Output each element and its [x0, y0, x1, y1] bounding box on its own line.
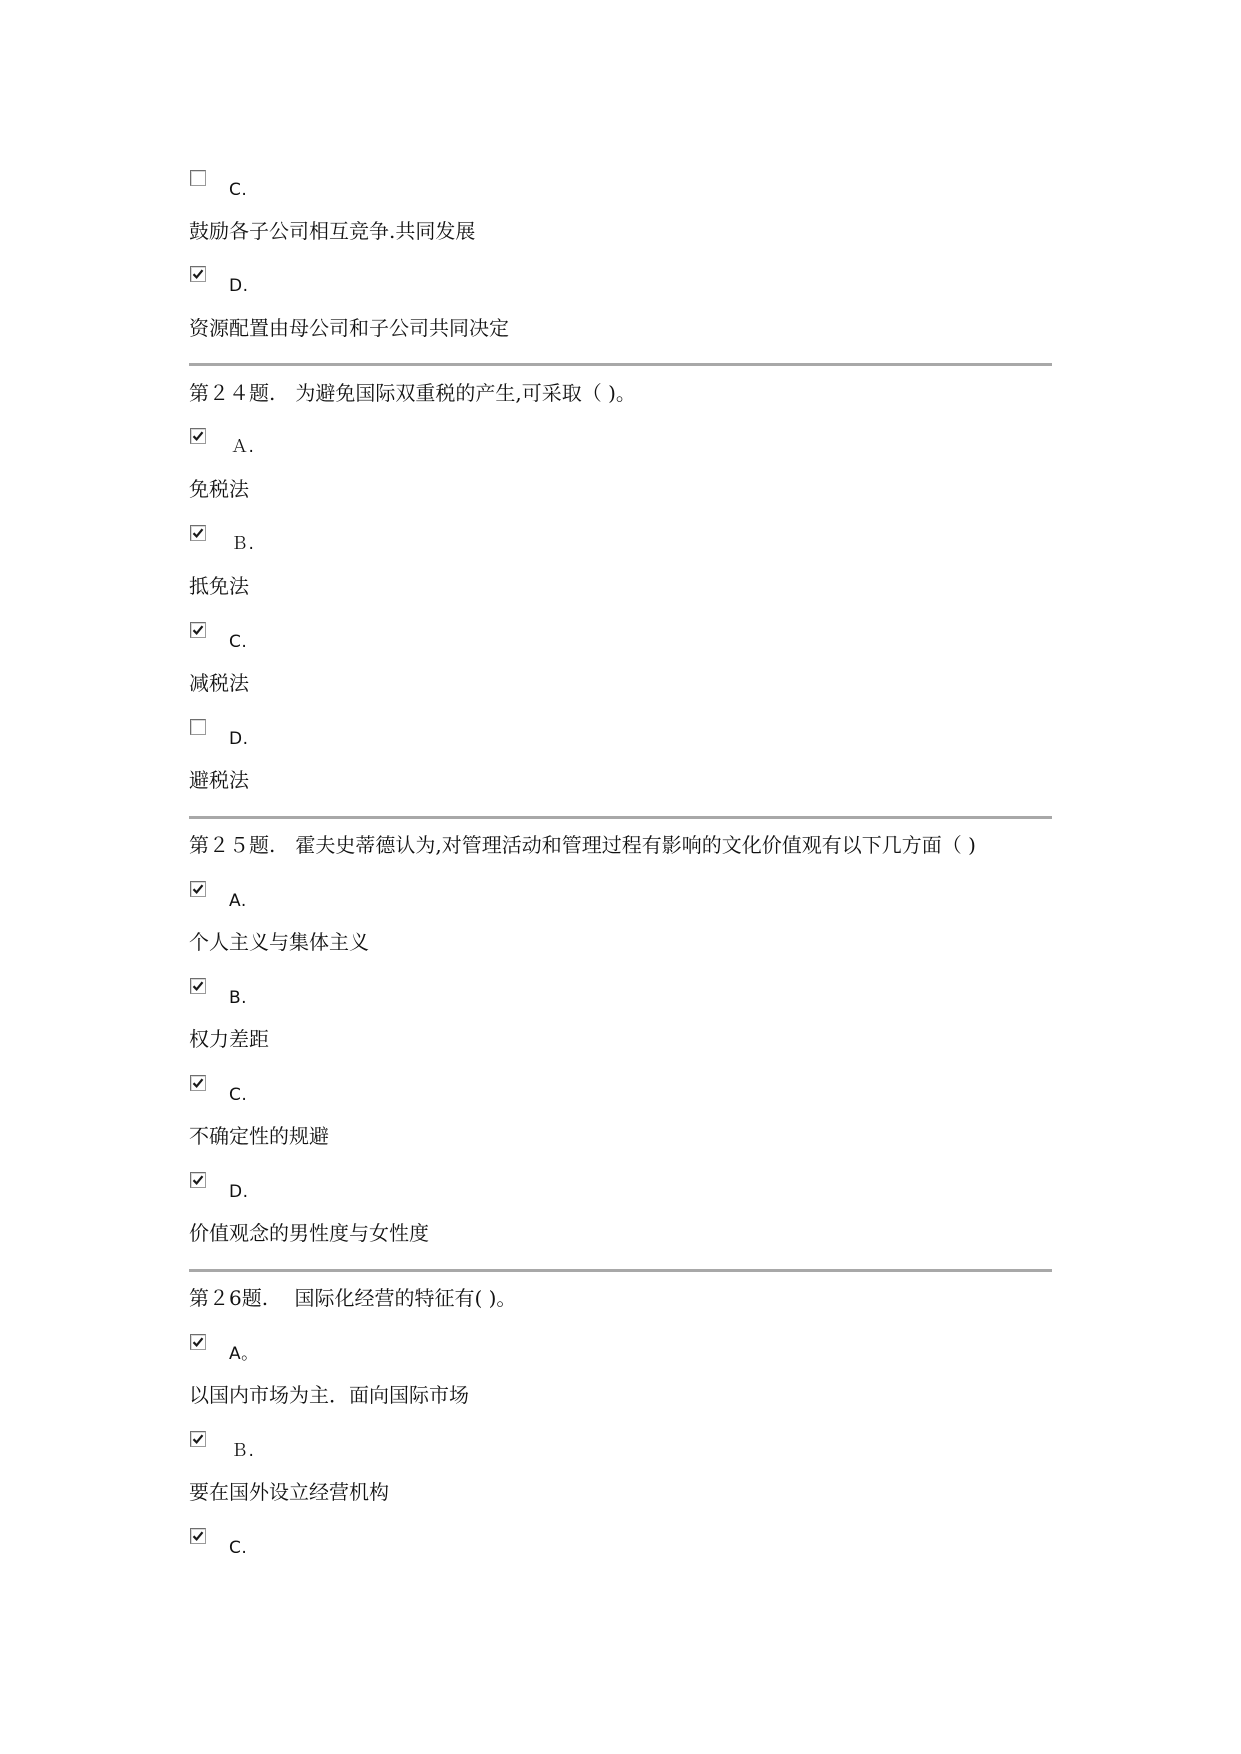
q26-option-b-letter: Ｂ. — [231, 1441, 255, 1461]
q25-option-b-letter: B. — [229, 988, 248, 1008]
q26-option-c-letter: C. — [229, 1538, 248, 1558]
q25-title: 第２５题. 霍夫史蒂德认为,对管理活动和管理过程有影响的文化价值观有以下几方面（ ) — [189, 833, 976, 857]
q26-option-a-text: 以国内市场为主．面向国际市场 — [189, 1383, 469, 1407]
q23-option-c-checkbox[interactable] — [190, 170, 206, 186]
q23-option-c-text: 鼓励各子公司相互竞争.共同发展 — [189, 219, 476, 243]
q23-option-d-checkbox[interactable] — [190, 266, 206, 282]
q24-option-c-text: 减税法 — [189, 671, 249, 695]
question-divider — [189, 363, 1052, 366]
q26-option-c-checkbox[interactable] — [190, 1528, 206, 1544]
q23-option-d-letter: D. — [229, 276, 249, 296]
check-mark-icon — [192, 1077, 204, 1089]
q26-option-b-checkbox[interactable] — [190, 1431, 206, 1447]
q25-option-a-text: 个人主义与集体主义 — [189, 930, 369, 954]
q24-option-b-checkbox[interactable] — [190, 525, 206, 541]
q25-option-b-checkbox[interactable] — [190, 978, 206, 994]
q23-option-c-letter: C. — [229, 180, 248, 200]
q24-option-a-checkbox[interactable] — [190, 428, 206, 444]
check-mark-icon — [192, 883, 204, 895]
q24-option-d-text: 避税法 — [189, 768, 249, 792]
question-divider — [189, 1269, 1052, 1272]
q24-option-b-text: 抵免法 — [189, 574, 249, 598]
q25-option-b-text: 权力差距 — [189, 1027, 269, 1051]
check-mark-icon — [192, 527, 204, 539]
check-mark-icon — [192, 980, 204, 992]
q25-option-c-text: 不确定性的规避 — [189, 1124, 329, 1148]
question-divider — [189, 816, 1052, 819]
q24-option-a-text: 免税法 — [189, 477, 249, 501]
check-mark-icon — [192, 1530, 204, 1542]
q24-option-d-checkbox[interactable] — [190, 719, 206, 735]
q23-option-d-text: 资源配置由母公司和子公司共同决定 — [189, 316, 509, 340]
q26-option-b-text: 要在国外设立经营机构 — [189, 1480, 389, 1504]
check-mark-icon — [192, 430, 204, 442]
q24-option-d-letter: D. — [229, 729, 249, 749]
q25-option-a-letter: A. — [229, 891, 247, 911]
q25-option-d-letter: D. — [229, 1182, 249, 1202]
check-mark-icon — [192, 268, 204, 280]
check-mark-icon — [192, 1433, 204, 1445]
check-mark-icon — [192, 1174, 204, 1186]
q25-option-d-text: 价值观念的男性度与女性度 — [189, 1221, 429, 1245]
q26-title: 第２6题. 国际化经营的特征有( )。 — [189, 1286, 517, 1310]
q24-option-b-letter: Ｂ. — [231, 534, 255, 554]
q26-option-a-checkbox[interactable] — [190, 1334, 206, 1350]
q24-title: 第２４题. 为避免国际双重税的产生,可采取（ )。 — [189, 381, 636, 405]
q25-option-d-checkbox[interactable] — [190, 1172, 206, 1188]
q24-option-c-letter: C. — [229, 632, 248, 652]
check-mark-icon — [192, 624, 204, 636]
q24-option-a-letter: Ａ. — [231, 437, 255, 457]
q25-option-a-checkbox[interactable] — [190, 881, 206, 897]
check-mark-icon — [192, 1336, 204, 1348]
q26-option-a-letter: A。 — [229, 1344, 259, 1364]
q25-option-c-checkbox[interactable] — [190, 1075, 206, 1091]
q25-option-c-letter: C. — [229, 1085, 248, 1105]
q24-option-c-checkbox[interactable] — [190, 622, 206, 638]
